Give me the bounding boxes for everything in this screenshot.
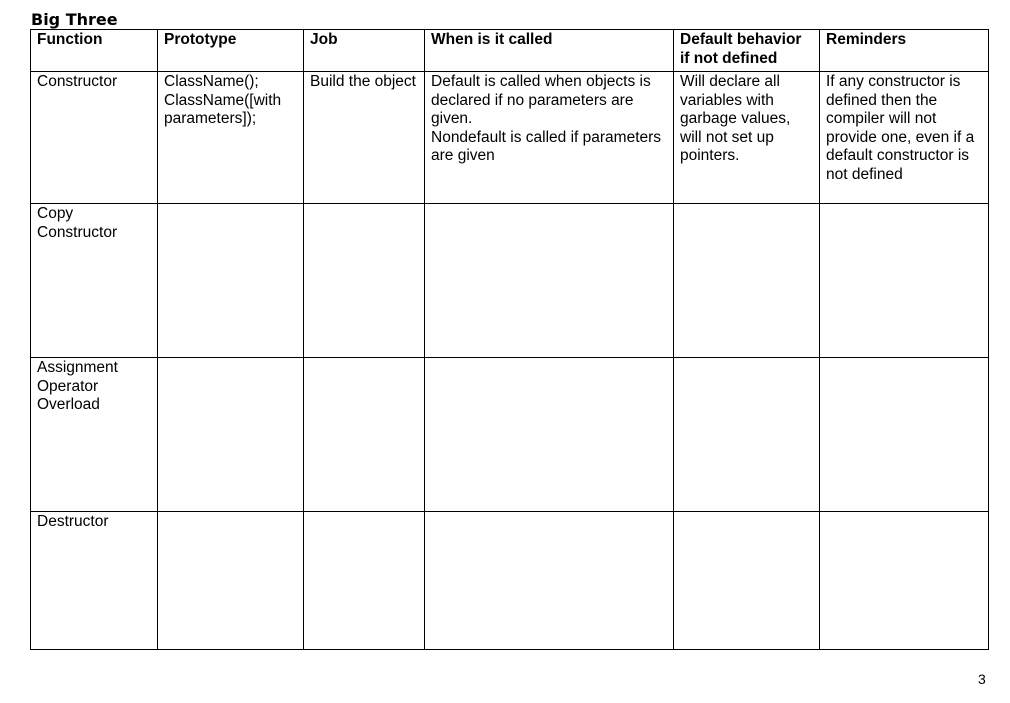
header-function: Function xyxy=(31,30,158,72)
table-cell xyxy=(425,204,674,358)
table-cell: Destructor xyxy=(31,512,158,650)
table-cell: ClassName(); ClassName([with parameters]); xyxy=(158,72,304,204)
header-when-called: When is it called xyxy=(425,30,674,72)
table-cell xyxy=(425,358,674,512)
header-reminders: Reminders xyxy=(820,30,989,72)
table-cell xyxy=(425,512,674,650)
table-cell: Copy Constructor xyxy=(31,204,158,358)
table-cell: Build the object xyxy=(304,72,425,204)
table-cell: Assignment Operator Overload xyxy=(31,358,158,512)
table-row-assignment-operator xyxy=(31,358,989,512)
table-cell xyxy=(158,204,304,358)
page-number: 3 xyxy=(978,671,986,687)
document-title: Big Three xyxy=(31,10,118,29)
table-cell xyxy=(304,512,425,650)
table-cell: If any constructor is defined then the compiler will not provide one, even if a default constructor is not defined xyxy=(820,72,989,204)
table-row-constructor xyxy=(31,72,989,204)
table-cell xyxy=(820,512,989,650)
table-cell xyxy=(674,204,820,358)
table-cell xyxy=(158,358,304,512)
table-cell xyxy=(674,358,820,512)
header-prototype: Prototype xyxy=(158,30,304,72)
table-cell xyxy=(820,204,989,358)
header-default-behavior: Default behavior if not defined xyxy=(674,30,820,72)
table-row-copy-constructor xyxy=(31,204,989,358)
table-cell xyxy=(304,204,425,358)
table-row-destructor xyxy=(31,512,989,650)
table-cell: Constructor xyxy=(31,72,158,204)
table-cell xyxy=(158,512,304,650)
table-cell xyxy=(304,358,425,512)
table-cell xyxy=(820,358,989,512)
header-job: Job xyxy=(304,30,425,72)
big-three-table xyxy=(30,29,989,650)
header-row xyxy=(31,30,989,72)
table-cell xyxy=(674,512,820,650)
table-cell: Default is called when objects is declared if no parameters are given. Nondefault is called if parameters are given xyxy=(425,72,674,204)
table-cell: Will declare all variables with garbage values, will not set up pointers. xyxy=(674,72,820,204)
